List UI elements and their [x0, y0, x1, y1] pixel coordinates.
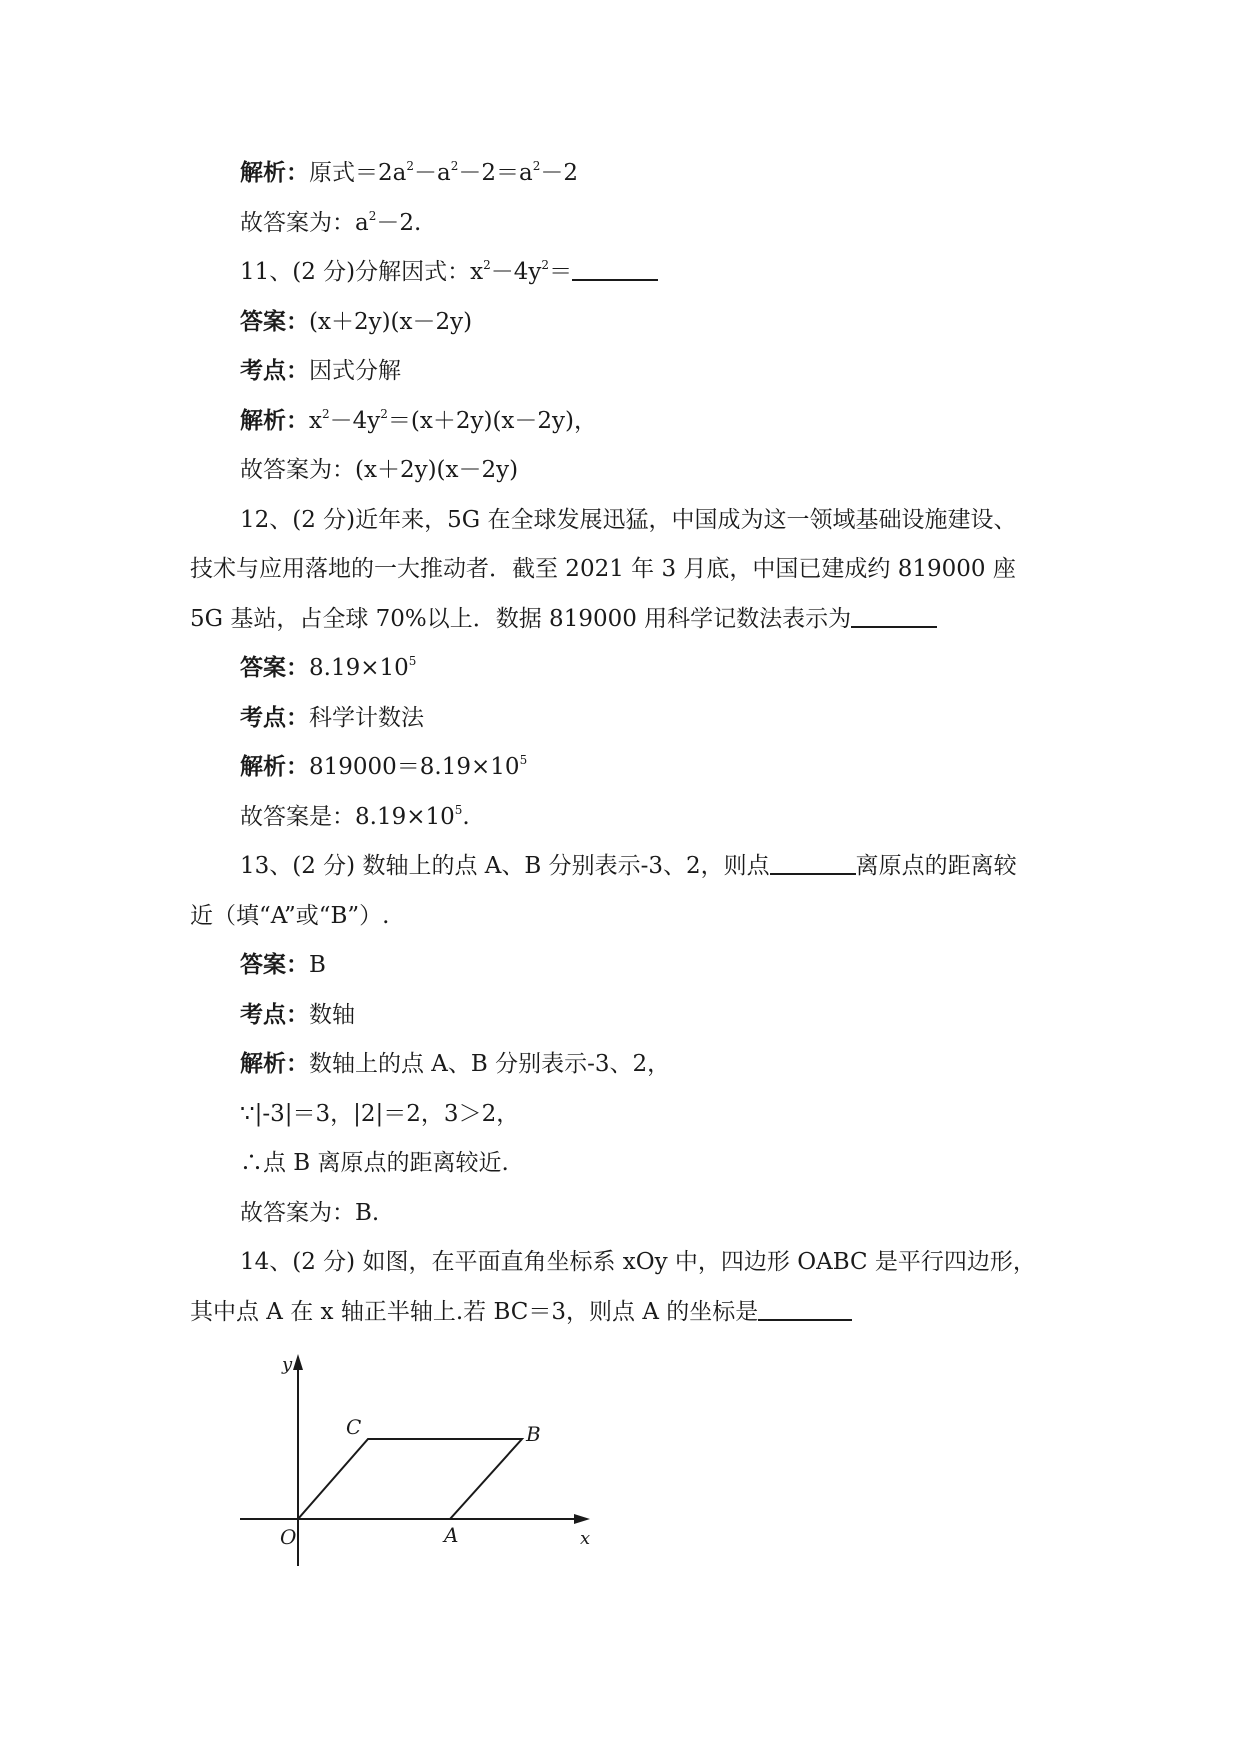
analysis-label: 解析 — [240, 754, 286, 780]
question-13-line-1: 13、(2 分) 数轴上的点 A、B 分别表示-3、2，则点 离原点的距离较 — [240, 853, 1017, 879]
analysis-label: 解析 — [240, 1051, 286, 1077]
analysis-label: 解析 — [240, 408, 286, 434]
question-12-line-1: 12、(2 分)近年来，5G 在全球发展迅猛，中国成为这一领域基础设施建设、 — [240, 507, 1017, 533]
parallelogram-oabc — [298, 1439, 522, 1519]
because-line-q13: ∵|-3|＝3，|2|＝2，3＞2， — [240, 1101, 520, 1127]
topic-label: 考点 — [240, 358, 286, 384]
topic-line-q12: 考点：科学计数法 — [240, 705, 424, 731]
analysis-label: 解析 — [240, 160, 286, 186]
parallelogram-figure — [230, 1350, 610, 1590]
point-a-label: A — [444, 1523, 459, 1547]
y-axis-label: y — [282, 1354, 293, 1375]
x-axis-arrow — [574, 1514, 590, 1524]
point-c-label: C — [346, 1415, 362, 1439]
final-answer-q10: 故答案为：$a^2-2$. — [240, 209, 422, 236]
topic-line-q13: 考点：数轴 — [240, 1002, 355, 1028]
answer-label: 答案 — [240, 952, 286, 978]
answer-blank — [851, 604, 937, 628]
question-14-line-2: 其中点 A 在 x 轴正半轴上.若 BC＝3，则点 A 的坐标是 — [190, 1297, 852, 1327]
answer-line-q12: 答案：$8.19\times 10^5$ — [240, 654, 417, 681]
point-o-label: O — [280, 1525, 297, 1549]
y-axis-arrow — [293, 1354, 303, 1370]
final-answer-q12: 故答案是：$8.19\times 10^5$. — [240, 803, 470, 830]
question-14-line-1: 14、(2 分) 如图，在平面直角坐标系 xOy 中，四边形 OABC 是平行四边形， — [240, 1249, 1036, 1275]
answer-label: 答案 — [240, 655, 286, 681]
answer-line-q13: 答案：B — [240, 952, 326, 978]
therefore-line-q13: ∴点 B 离原点的距离较近. — [240, 1150, 509, 1176]
question-12-line-3: 5G 基站，占全球 70%以上．数据 819000 用科学记数法表示为 — [190, 604, 937, 634]
final-answer-q11: 故答案为：(x＋2y)(x－2y) — [240, 457, 519, 483]
answer-line-q11: 答案：(x＋2y)(x－2y) — [240, 309, 473, 335]
answer-blank — [770, 851, 856, 875]
question-13-line-2: 近（填“A”或“B”）. — [190, 903, 390, 929]
analysis-line-q10: 解析：原式$=2a^2-a^2-2=a^2-2$ — [240, 159, 578, 186]
analysis-line-q11: 解析：$x^2-4y^2=(x+2y)(x-2y)$， — [240, 407, 597, 434]
question-11: 11、(2 分)分解因式：$x^2-4y^2=$ — [240, 257, 658, 287]
answer-blank — [572, 257, 658, 281]
question-12-line-2: 技术与应用落地的一大推动者．截至 2021 年 3 月底，中国已建成约 819000 座 — [190, 556, 1016, 582]
answer-label: 答案 — [240, 309, 286, 335]
topic-label: 考点 — [240, 705, 286, 731]
final-answer-q13: 故答案为：B. — [240, 1200, 380, 1226]
x-axis-label: x — [580, 1528, 591, 1549]
analysis-line-q12: 解析：$819000=8.19\times 10^5$ — [240, 753, 528, 780]
analysis-line-q13: 解析：数轴上的点 A、B 分别表示-3、2， — [240, 1051, 671, 1077]
topic-label: 考点 — [240, 1002, 286, 1028]
point-b-label: B — [526, 1422, 541, 1446]
answer-blank — [758, 1297, 852, 1321]
topic-line-q11: 考点：因式分解 — [240, 358, 401, 384]
